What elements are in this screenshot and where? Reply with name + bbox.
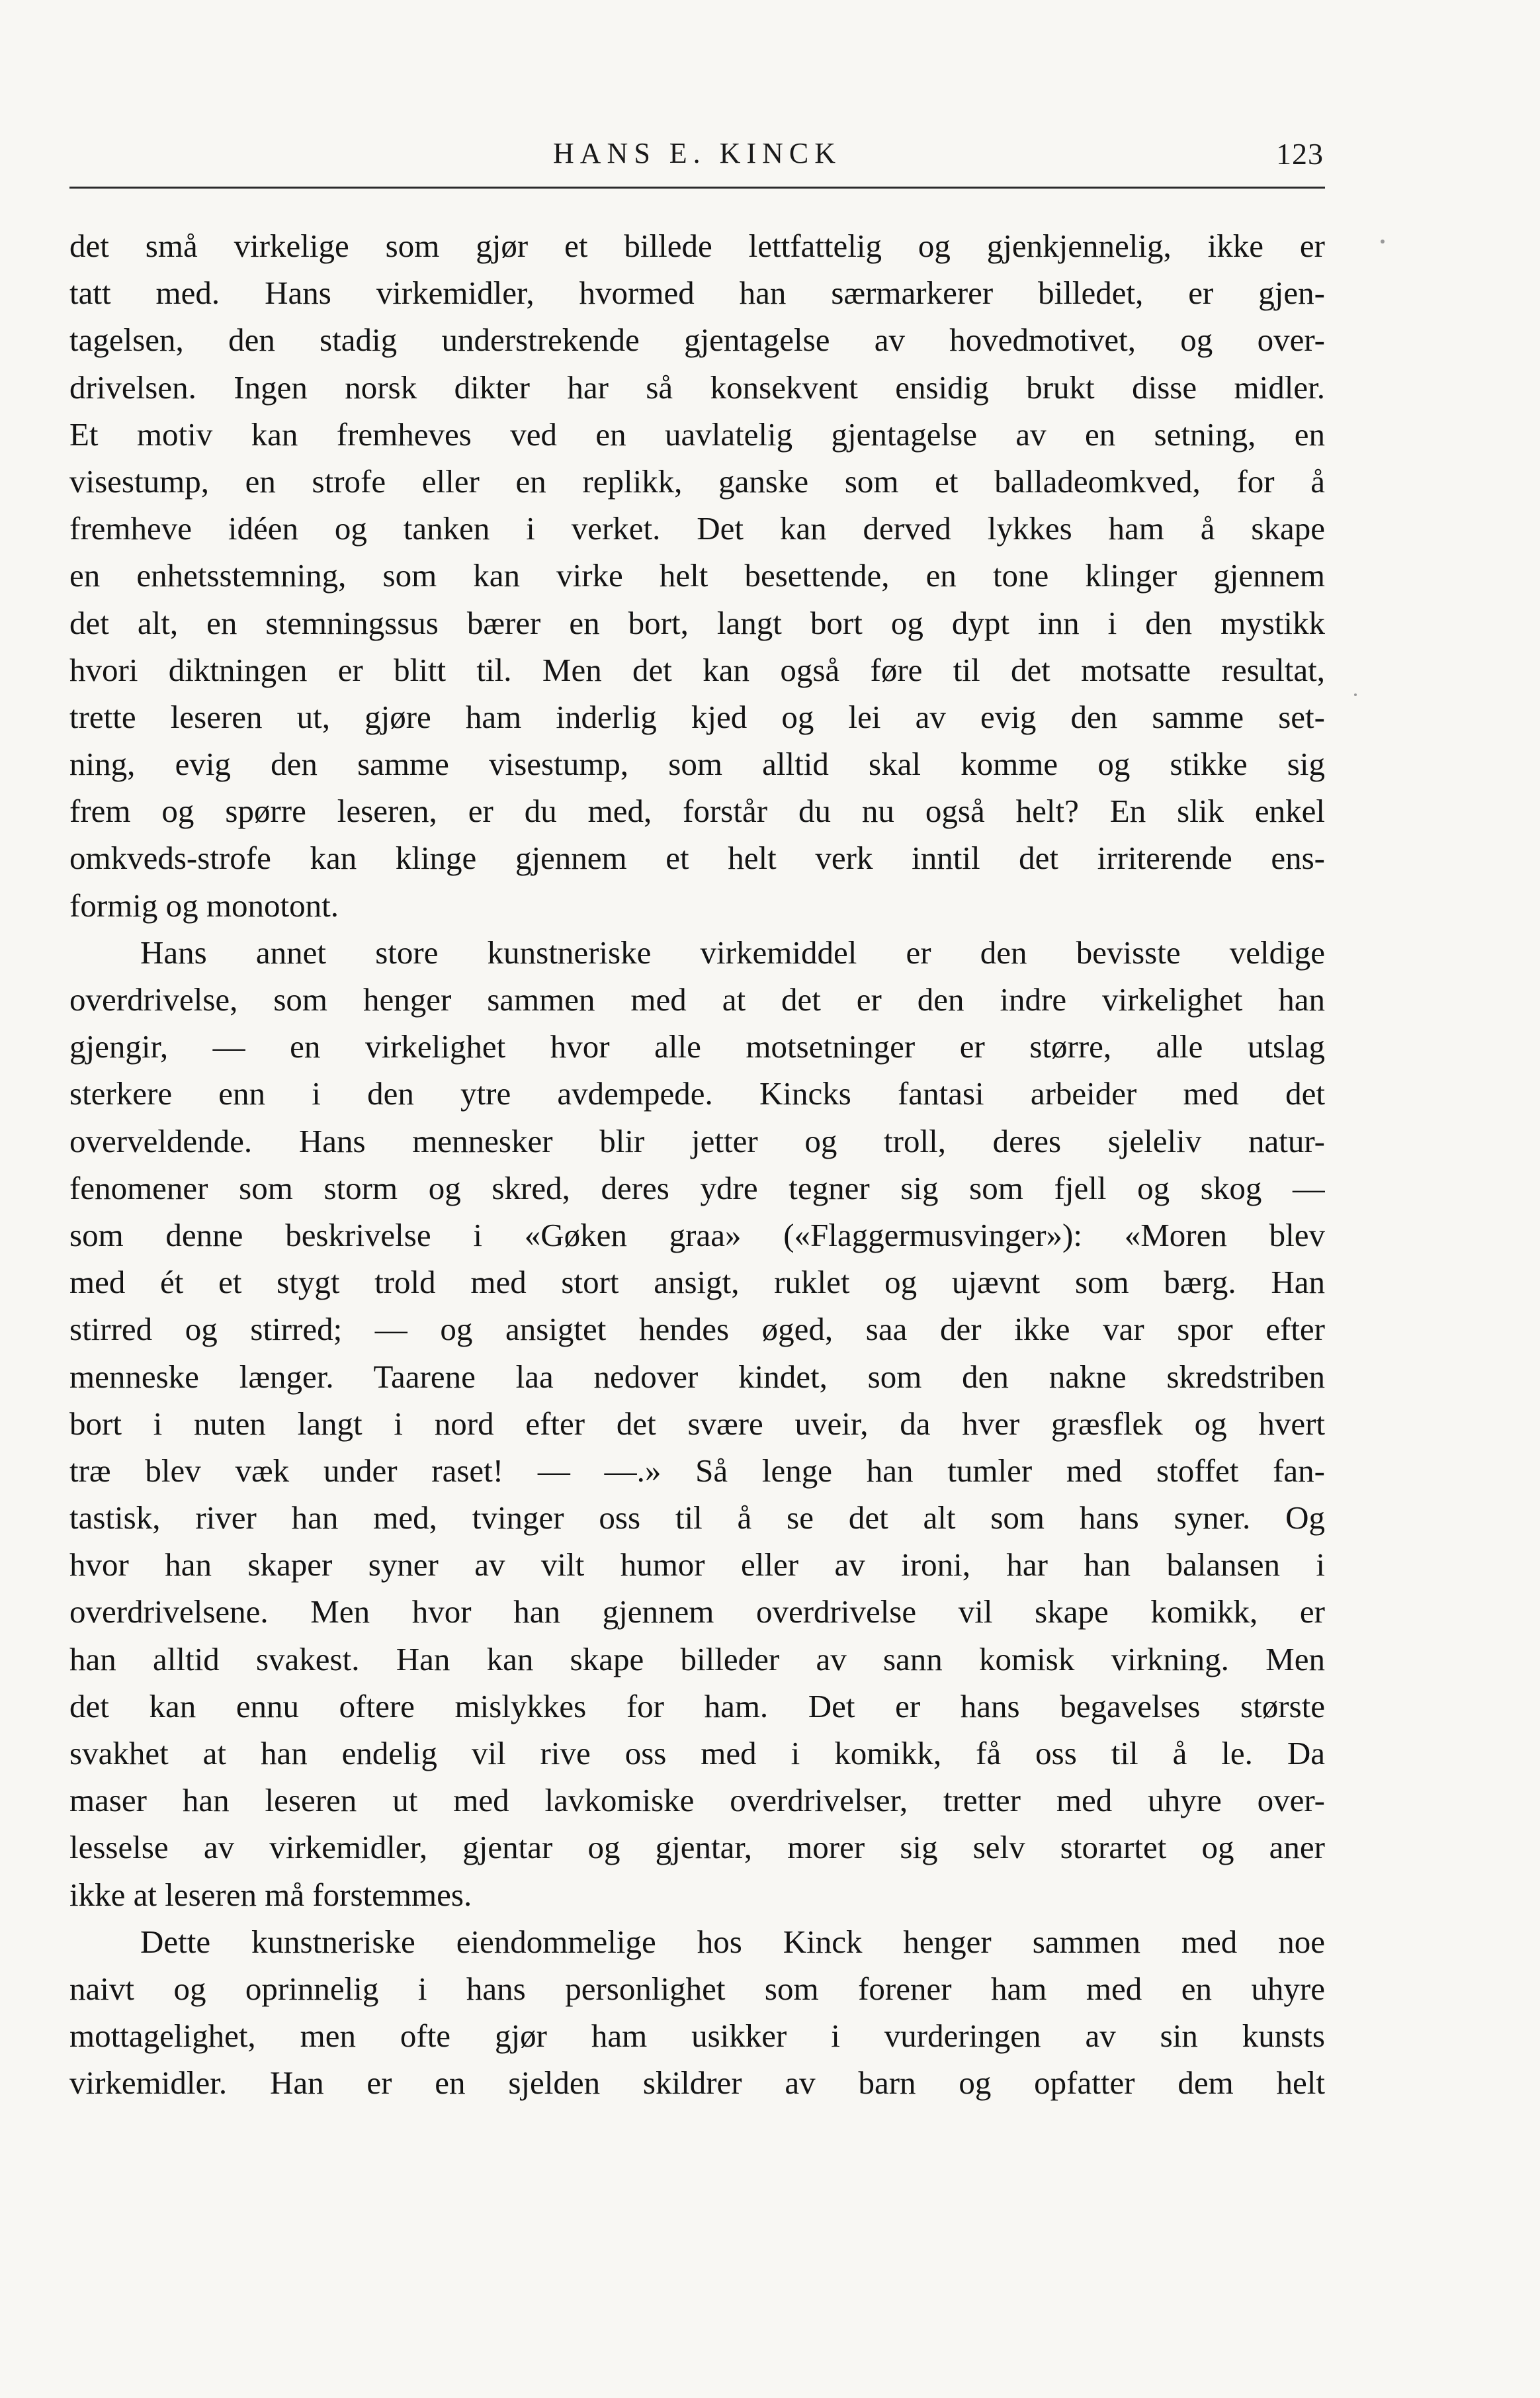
text-line: virkemidler. Han er en sjelden skildrer av barn og opfatter dem helt [69, 2065, 1325, 2102]
text-line: overdrivelsene. Men hvor han gjennem overdrivelse vil skape komikk, er [69, 1593, 1325, 1630]
text-line: maser han leseren ut med lavkomiske overdrivelser, tretter med uhyre over- [69, 1782, 1325, 1819]
text-line: med ét et stygt trold med stort ansigt, ruklet og ujævnt som bærg. Han [69, 1264, 1325, 1301]
body-text [69, 222, 1325, 2107]
text-line: ning, evig den samme visestump, som alltid skal komme og stikke sig [69, 746, 1325, 783]
text-line: overveldende. Hans mennesker blir jetter og troll, deres sjeleliv natur- [69, 1122, 1325, 1159]
text-line: som denne beskrivelse i «Gøken graa» («Flaggermusvinger»): «Moren blev [69, 1216, 1325, 1253]
paper-speck [1381, 240, 1385, 244]
text-line: Hans annet store kunstneriske virkemiddel er den bevisste veldige [140, 934, 1325, 971]
text-line: naivt og oprinnelig i hans personlighet som forener ham med en uhyre [69, 1970, 1325, 2007]
text-line: omkveds-strofe kan klinge gjennem et helt verk inntil det irriterende ens- [69, 840, 1325, 877]
text-line: han alltid svakest. Han kan skape billeder av sann komisk virkning. Men [69, 1640, 1325, 1677]
text-line: visestump, en strofe eller en replikk, ganske som et balladeomkved, for å [69, 463, 1325, 500]
text-line: Et motiv kan fremheves ved en uavlatelig gjentagelse av en setning, en [69, 416, 1325, 453]
text-line: menneske længer. Taarene laa nedover kindet, som den nakne skredstriben [69, 1358, 1325, 1395]
text-line: formig og monotont. [69, 887, 339, 924]
text-line: fremheve idéen og tanken i verket. Det kan derved lykkes ham å skape [69, 510, 1325, 547]
text-line: det små virkelige som gjør et billede lettfattelig og gjenkjennelig, ikke er [69, 228, 1325, 264]
text-line: ikke at leseren må forstemmes. [69, 1876, 472, 1913]
text-line: mottagelighet, men ofte gjør ham usikker i vurderingen av sin kunsts [69, 2018, 1325, 2055]
text-line: tatt med. Hans virkemidler, hvormed han særmarkerer billedet, er gjen- [69, 275, 1325, 312]
text-line: tastisk, river han med, tvinger oss til å se det alt som hans syner. Og [69, 1499, 1325, 1536]
header-rule [69, 187, 1325, 189]
text-line: hvor han skaper syner av vilt humor eller av ironi, har han balansen i [69, 1546, 1325, 1583]
text-line: lesselse av virkemidler, gjentar og gjentar, morer sig selv storartet og aner [69, 1829, 1325, 1866]
text-line: en enhetsstemning, som kan virke helt besettende, en tone klinger gjennem [69, 557, 1325, 594]
text-line: sterkere enn i den ytre avdempede. Kincks fantasi arbeider med det [69, 1075, 1325, 1112]
text-line: hvori diktningen er blitt til. Men det kan også føre til det motsatte resultat, [69, 651, 1325, 688]
text-line: trette leseren ut, gjøre ham inderlig kjed og lei av evig den samme set- [69, 698, 1325, 735]
page-header [69, 131, 1325, 184]
text-line: gjengir, — en virkelighet hvor alle motsetninger er større, alle utslag [69, 1028, 1325, 1065]
text-line: overdrivelse, som henger sammen med at det er den indre virkelighet han [69, 981, 1325, 1018]
text-line: frem og spørre leseren, er du med, forstår du nu også helt? En slik enkel [69, 793, 1325, 830]
text-line: stirred og stirred; — og ansigtet hendes øged, saa der ikke var spor efter [69, 1311, 1325, 1348]
text-line: svakhet at han endelig vil rive oss med i komikk, få oss til å le. Da [69, 1735, 1325, 1771]
text-line: tagelsen, den stadig understrekende gjentagelse av hovedmotivet, og over- [69, 322, 1325, 359]
text-line: det kan ennu oftere mislykkes for ham. Det er hans begavelses største [69, 1687, 1325, 1724]
running-head: HANS E. KINCK [553, 137, 841, 169]
text-line: drivelsen. Ingen norsk dikter har så konsekvent ensidig brukt disse midler. [69, 369, 1325, 406]
paper-speck [1354, 693, 1357, 696]
text-line: træ blev væk under raset! — —.» Så lenge han tumler med stoffet fan- [69, 1452, 1325, 1489]
text-line: bort i nuten langt i nord efter det svære uveir, da hver græsflek og hvert [69, 1405, 1325, 1442]
text-line: Dette kunstneriske eiendommelige hos Kinck henger sammen med noe [140, 1923, 1325, 1960]
text-line: det alt, en stemningssus bærer en bort, langt bort og dypt inn i den mystikk [69, 604, 1325, 641]
text-line: fenomener som storm og skred, deres ydre tegner sig som fjell og skog — [69, 1169, 1325, 1206]
page-number: 123 [1276, 137, 1324, 171]
